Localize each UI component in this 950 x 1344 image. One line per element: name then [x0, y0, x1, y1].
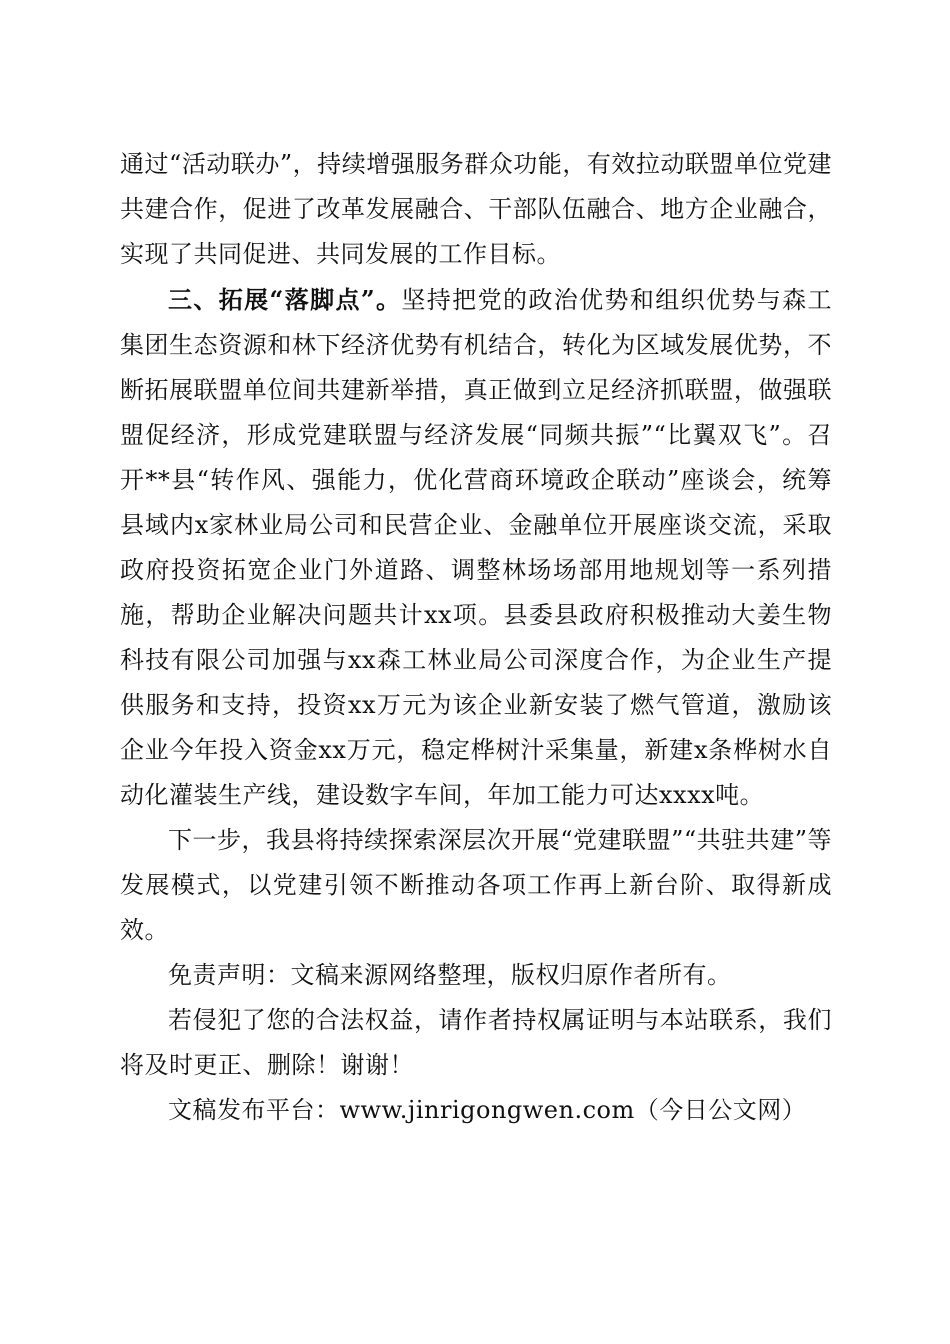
- notice-text: 若侵犯了您的合法权益，请作者持权属证明与本站联系，我们将及时更正、删除！谢谢！: [120, 1006, 832, 1079]
- paragraph-section-three: [120, 277, 832, 818]
- paragraph-text: 下一步，我县将持续探索深层次开展“党建联盟”“共驻共建”等发展模式，以党建引领不断推动各项工作再上新台阶、取得新成效。: [120, 826, 832, 944]
- paragraph-activity-joint: [120, 142, 832, 277]
- publisher-text: 文稿发布平台：www.jinrigongwen.com（今日公文网）: [168, 1096, 807, 1124]
- paragraph-text: 坚持把党的政治优势和组织优势与森工集团生态资源和林下经济优势有机结合，转化为区域发展优势，不断拓展联盟单位间共建新举措，真正做到立足经济抓联盟，做强联盟促经济，形成党建联盟与经济发展“同频共振”“比翼双飞”。召开**县“转作风、强能力，优化营商环境政企联动”座谈会，统筹县域内x家林业局公司和民营企业、金融单位开展座谈交流，采取政府投资拓宽企业门外道路、调整林场场部用地规划等一系列措施，帮助企业解决问题共计xx项。县委县政府积极推动大姜生物科技有限公司加强与xx森工林业局公司深度合作，为企业生产提供服务和支持，投资xx万元为该企业新安装了燃气管道，激励该企业今年投入资金xx万元，稳定桦树汁采集量，新建x条桦树水自动化灌装生产线，建设数字车间，年加工能力可达xxxx吨。: [120, 286, 833, 809]
- disclaimer-text: 免责声明：文稿来源网络整理，版权归原作者所有。: [168, 961, 732, 989]
- section-heading: 三、拓展“落脚点”。: [168, 285, 402, 314]
- paragraph-next-step: [120, 818, 832, 953]
- infringement-notice: [120, 998, 832, 1088]
- document-page: [120, 142, 832, 1133]
- paragraph-text: 通过“活动联办”，持续增强服务群众功能，有效拉动联盟单位党建共建合作，促进了改革发展融合、干部队伍融合、地方企业融合，实现了共同促进、共同发展的工作目标。: [120, 150, 832, 268]
- publisher-line: [120, 1088, 832, 1133]
- disclaimer-line: [120, 953, 832, 998]
